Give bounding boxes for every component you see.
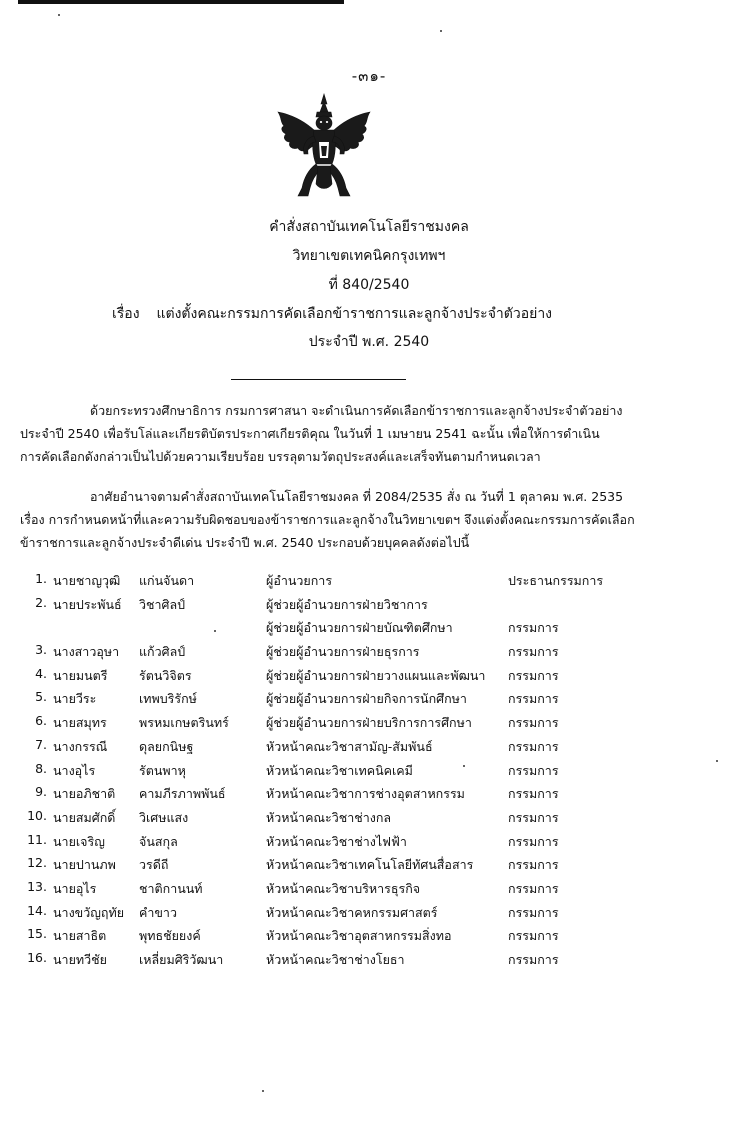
divider [231, 379, 406, 380]
member-surname: รัตนพาหุ [139, 762, 186, 778]
member-role: กรรมการ [508, 809, 559, 825]
list-item [20, 615, 720, 639]
member-surname: ดุลยกนิษฐ [139, 738, 194, 754]
member-position: ผู้ช่วยผู้อำนวยการฝ่ายวางแผนและพัฒนา [266, 667, 486, 683]
order-number: ที่ 840/2540 [328, 277, 410, 293]
member-role: กรรมการ [508, 644, 559, 660]
member-name: นายอุไร [53, 880, 97, 896]
member-surname: แก้วศิลป์ [139, 644, 186, 660]
member-position: ผู้ช่วยผู้อำนวยการฝ่ายวิชาการ [266, 596, 428, 612]
paragraph-1 [20, 399, 725, 468]
header-line2: วิทยาเขตเทคนิคกรุงเทพฯ [292, 248, 446, 264]
member-position: หัวหน้าคณะวิชาเทคนิคเคมี [266, 762, 413, 778]
member-num: 3. [35, 642, 47, 658]
member-surname: รัตนวิจิตร [139, 667, 192, 683]
list-item [20, 947, 720, 971]
member-position: หัวหน้าคณะวิชาการช่างอุตสาหกรรม [266, 786, 465, 802]
member-name: นายวีระ [53, 691, 97, 707]
member-name: นายเจริญ [53, 833, 105, 849]
list-item [20, 876, 720, 900]
member-name: นางอุไร [53, 762, 96, 778]
member-name: นายสาธิต [53, 928, 107, 944]
subject-label: เรื่อง [112, 306, 140, 322]
member-surname: พรหมเกษตรินทร์ [139, 715, 229, 731]
paragraph-2 [20, 485, 725, 554]
member-name: นายปานภพ [53, 857, 116, 873]
member-position: หัวหน้าคณะวิชาบริหารธุรกิจ [266, 880, 421, 896]
member-num: 5. [35, 689, 47, 705]
member-position: ผู้ช่วยผู้อำนวยการฝ่ายกิจการนักศึกษา [266, 691, 467, 707]
scan-speck [214, 630, 216, 632]
member-name: นายอภิชาติ [53, 786, 116, 802]
list-item [20, 663, 720, 687]
member-name: นายสมศักดิ์ [53, 809, 116, 825]
member-num: 9. [35, 784, 47, 800]
subject-year: ประจำปี พ.ศ. 2540 [308, 334, 430, 350]
member-role: กรรมการ [508, 952, 559, 967]
subject-text: แต่งตั้งคณะกรรมการคัดเลือกข้าราชการและลูกจ้างประจำตัวอย่าง [156, 306, 553, 322]
member-name: นายสมุทร [53, 715, 107, 731]
member-position: ผู้ช่วยผู้อำนวยการฝ่ายธุรการ [266, 644, 420, 660]
member-role: กรรมการ [508, 762, 559, 778]
scan-speck [440, 30, 442, 32]
member-name: นางสาวอุษา [53, 644, 120, 660]
member-role: กรรมการ [508, 928, 559, 944]
member-name: นายชาญวุฒิ [53, 573, 121, 588]
committee-member-list [20, 568, 720, 971]
member-position: หัวหน้าคณะวิชาอุตสาหกรรมสิ่งทอ [266, 928, 452, 944]
member-position: ผู้ช่วยผู้อำนวยการฝ่ายบริการการศึกษา [266, 715, 472, 731]
list-item [20, 568, 720, 592]
page-number: -๓๑- [351, 67, 387, 85]
member-num: 4. [35, 665, 47, 681]
header-line1: คำสั่งสถาบันเทคโนโลยีราชมงคล [269, 219, 469, 235]
list-item [20, 781, 720, 805]
list-item [20, 734, 720, 758]
member-role: กรรมการ [508, 880, 559, 896]
subject-line [112, 303, 552, 325]
member-surname: วรดีถี [139, 857, 169, 873]
member-surname: จันสกุล [139, 833, 178, 849]
member-name: นายมนตรี [53, 667, 108, 683]
paragraph-2-line-2: เรื่อง การกำหนดหน้าที่และความรับผิดชอบของข้าราชการและลูกจ้างในวิทยาเขตฯ จึงแต่งตั้งคณะกรรมการคัดเลือก [20, 512, 635, 527]
member-num: 13. [27, 878, 47, 894]
member-position: ผู้ช่วยผู้อำนวยการฝ่ายบัณฑิตศึกษา [266, 620, 453, 636]
member-position: หัวหน้าคณะวิชาคหกรรมศาสตร์ [266, 904, 438, 920]
member-position: หัวหน้าคณะวิชาช่างกล [266, 809, 392, 825]
member-num: 16. [27, 950, 47, 965]
list-item [20, 639, 720, 663]
list-item [20, 900, 720, 924]
top-rule [18, 0, 344, 4]
scan-speck [262, 1090, 264, 1092]
paragraph-1-line-1: ด้วยกระทรวงศึกษาธิการ กรมการศาสนา จะดำเนินการคัดเลือกข้าราชการและลูกจ้างประจำตัวอย่าง [90, 403, 623, 418]
list-item [20, 758, 720, 782]
member-num: 7. [35, 736, 47, 752]
paragraph-1-line-2: ประจำปี 2540 เพื่อรับโล่และเกียรติบัตรประกาศเกียรติคุณ ในวันที่ 1 เมษายน 2541 ฉะนั้น เพื่อให้การดำเนิน [20, 426, 600, 441]
paragraph-2-line-3: ข้าราชการและลูกจ้างประจำดีเด่น ประจำปี พ.ศ. 2540 ประกอบด้วยบุคคลดังต่อไปนี้ [20, 535, 470, 550]
member-name: นางกรรณี [53, 738, 108, 754]
member-surname: ชาติกานนท์ [139, 880, 203, 896]
member-num: 1. [35, 571, 47, 586]
member-role: กรรมการ [508, 620, 559, 636]
member-position: หัวหน้าคณะวิชาช่างโยธา [266, 952, 405, 967]
member-name: นางขวัญฤทัย [53, 904, 125, 920]
member-role: กรรมการ [508, 833, 559, 849]
garuda-emblem-icon [274, 92, 374, 204]
paragraph-2-line-1: อาศัยอำนาจตามคำสั่งสถาบันเทคโนโลยีราชมงคล ที่ 2084/2535 สั่ง ณ วันที่ 1 ตุลาคม พ.ศ. 2535 [90, 489, 624, 504]
member-role: กรรมการ [508, 691, 559, 707]
member-role: กรรมการ [508, 857, 559, 873]
list-item [20, 923, 720, 947]
member-surname: คำขาว [139, 904, 177, 920]
list-item [20, 829, 720, 853]
member-num: 12. [27, 855, 47, 871]
member-name: นายทวีชัย [53, 952, 107, 967]
member-num: 11. [27, 831, 47, 847]
member-num: 10. [27, 807, 47, 823]
member-surname: แก่นจันดา [139, 573, 195, 588]
member-position: หัวหน้าคณะวิชาเทคโนโลยีทัศนสื่อสาร [266, 857, 474, 873]
member-role: กรรมการ [508, 786, 559, 802]
member-num: 8. [35, 760, 47, 776]
member-num: 6. [35, 713, 47, 729]
member-surname: เทพบริรักษ์ [139, 691, 197, 707]
list-item [20, 805, 720, 829]
member-surname: พุทธชัยยงค์ [139, 928, 201, 944]
member-surname: เหลี่ยมศิริวัฒนา [139, 952, 224, 967]
member-num: 15. [27, 926, 47, 942]
member-position: หัวหน้าคณะวิชาสามัญ-สัมพันธ์ [266, 738, 433, 754]
member-role: กรรมการ [508, 667, 559, 683]
member-role: กรรมการ [508, 715, 559, 731]
scan-speck [463, 765, 465, 767]
scan-speck [58, 14, 60, 16]
list-item [20, 686, 720, 710]
member-num: 14. [27, 902, 47, 918]
member-surname: วิชาศิลป์ [139, 596, 186, 612]
list-item [20, 852, 720, 876]
member-surname: คามภีรภาพพันธ์ [139, 786, 226, 802]
paragraph-1-line-3: การคัดเลือกดังกล่าวเป็นไปด้วยความเรียบร้อย บรรลุตามวัตถุประสงค์และเสร็จทันตามกำหนดเวลา [20, 449, 541, 464]
member-position: หัวหน้าคณะวิชาช่างไฟฟ้า [266, 833, 407, 849]
member-role: ประธานกรรมการ [508, 573, 604, 588]
list-item [20, 592, 720, 616]
member-name: นายประพันธ์ [53, 596, 122, 612]
member-num: 2. [35, 594, 47, 610]
member-surname: วิเศษแสง [139, 809, 189, 825]
list-item [20, 710, 720, 734]
scan-speck [716, 760, 718, 762]
member-role: กรรมการ [508, 904, 559, 920]
member-role: กรรมการ [508, 738, 559, 754]
member-position: ผู้อำนวยการ [266, 573, 333, 588]
